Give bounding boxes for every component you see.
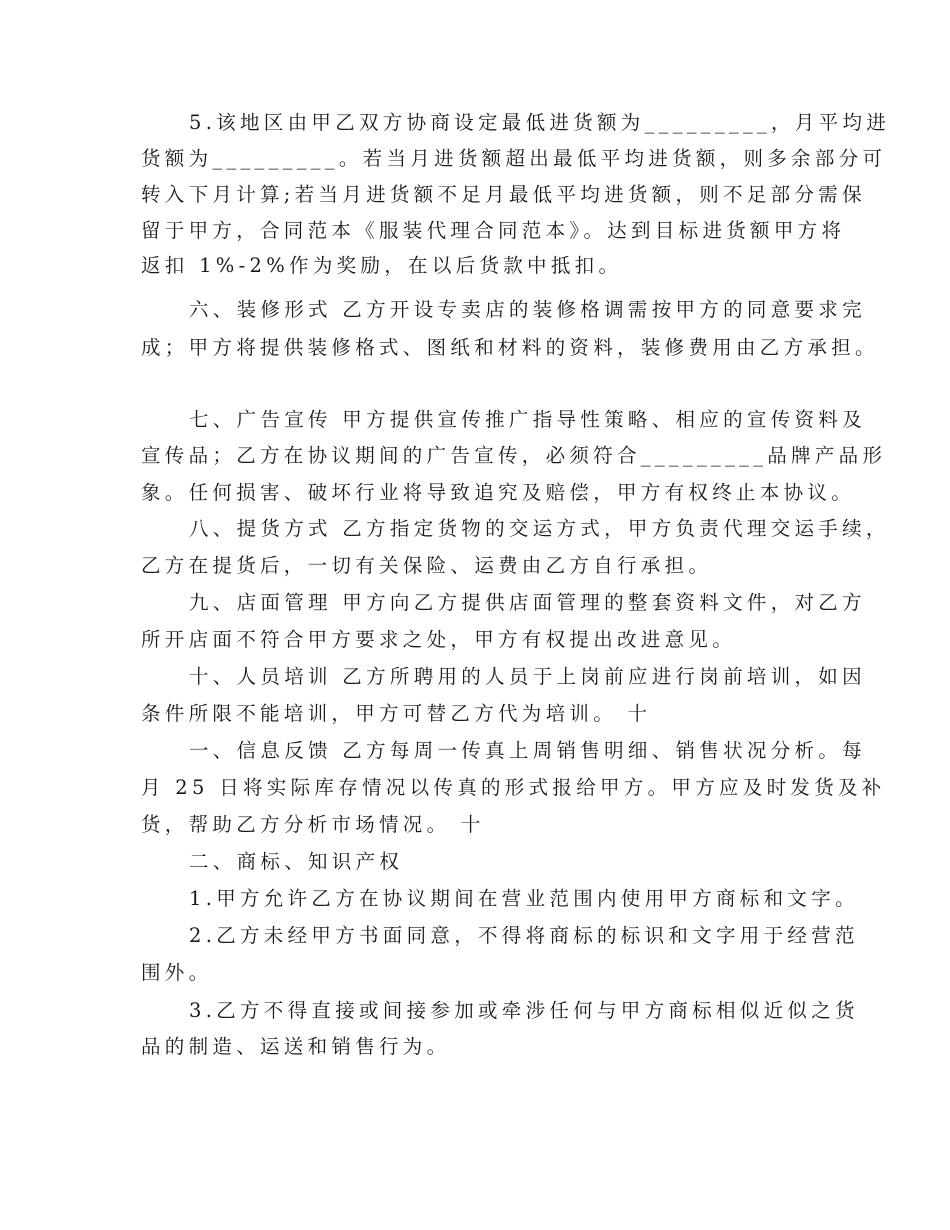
text-line: 返扣 1%-2%作为奖励，在以后货款中抵扣。 — [141, 254, 623, 277]
text-line: 七、广告宣传 甲方提供宣传推广指导性策略、相应的宣传资料及 — [189, 408, 866, 431]
text-line: 2.乙方未经甲方书面同意，不得将商标的标识和文字用于经营范 — [189, 924, 859, 947]
text-line: 5.该地区由甲乙双方协商设定最低进货额为_________，月平均进 — [189, 111, 891, 134]
text-line: 条件所限不能培训，甲方可替乙方代为培训。 十 — [141, 702, 652, 725]
text-line: 成；甲方将提供装修格式、图纸和材料的资料，装修费用由乙方承担。 — [141, 336, 879, 359]
text-line: 八、提货方式 乙方指定货物的交运方式，甲方负责代理交运手续， — [189, 517, 890, 540]
text-line: 围外。 — [141, 961, 213, 984]
text-line: 转入下月计算;若当月进货额不足月最低平均进货额，则不足部分需保 — [141, 183, 866, 206]
text-line: 3.乙方不得直接或间接参加或牵涉任何与甲方商标相似近似之货 — [189, 999, 859, 1022]
text-line: 乙方在提货后，一切有关保险、运费由乙方自行承担。 — [141, 554, 713, 577]
text-line: 象。任何损害、破坏行业将导致追究及赔偿，甲方有权终止本协议。 — [141, 481, 856, 504]
text-line: 二、商标、知识产权 — [189, 850, 404, 873]
text-line: 货额为_________。若当月进货额超出最低平均进货额，则多余部分可 — [141, 147, 887, 170]
text-line: 货，帮助乙方分析市场情况。 十 — [141, 813, 485, 836]
text-line: 六、装修形式 乙方开设专卖店的装修格调需按甲方的同意要求完 — [189, 298, 866, 321]
text-line: 十、人员培训 乙方所聘用的人员于上岗前应进行岗前培训，如因 — [189, 665, 866, 688]
text-line: 宣传品；乙方在协议期间的广告宣传，必须符合_________品牌产品形 — [141, 444, 887, 467]
text-line: 一、信息反馈 乙方每周一传真上周销售明细、销售状况分析。每 — [189, 739, 866, 762]
text-line: 留于甲方，合同范本《服装代理合同范本》。达到目标进货额甲方将 — [141, 219, 846, 242]
text-line: 品的制造、运送和销售行为。 — [141, 1035, 451, 1058]
text-line: 九、店面管理 甲方向乙方提供店面管理的整套资料文件，对乙方 — [189, 591, 866, 614]
text-line: 月 25 日将实际库存情况以传真的形式报给甲方。甲方应及时发货及补 — [141, 776, 886, 799]
text-line: 1.甲方允许乙方在协议期间在营业范围内使用甲方商标和文字。 — [189, 887, 859, 910]
text-line: 所开店面不符合甲方要求之处，甲方有权提出改进意见。 — [141, 628, 737, 651]
